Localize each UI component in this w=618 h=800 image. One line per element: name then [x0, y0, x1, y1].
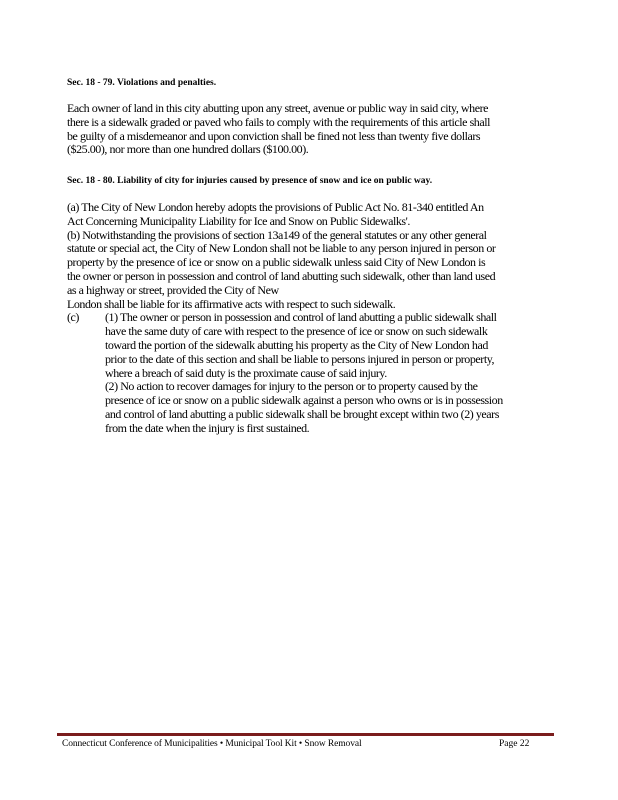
- section-body-violations: [67, 102, 567, 157]
- paragraph-b-line: the owner or person in possession and control of land abutting such sidewalk, other than land used: [67, 268, 496, 283]
- paragraph-a-line: Act Concerning Municipality Liability for Ice and Snow on Public Sidewalks'.: [67, 213, 410, 228]
- paragraph-c-first-line: [67, 311, 567, 325]
- paragraph-c-label: (c): [67, 310, 79, 325]
- footer-text: Connecticut Conference of Municipalities • Municipal Tool Kit • Snow Removal: [62, 739, 362, 749]
- paragraph-b-line: London shall be liable for its affirmative acts with respect to such sidewalk.: [67, 296, 396, 311]
- text-line: Each owner of land in this city abutting upon any street, avenue or public way in said city, where: [67, 101, 488, 115]
- page-number: Page 22: [499, 739, 530, 749]
- paragraph-c-line: (2) No action to recover damages for injury to the person or to property caused by the: [105, 379, 478, 394]
- section-heading-liability: Sec. 18 - 80. Liability of city for injuries caused by presence of snow and ice on public way.: [67, 176, 433, 186]
- text-line: there is a sidewalk graded or paved who fails to comply with the requirements of this article shall: [67, 114, 490, 129]
- paragraph-c-line: toward the portion of the sidewalk abutting his property as the City of New London had: [105, 337, 488, 352]
- paragraph-a-line: (a) The City of New London hereby adopts the provisions of Public Act No. 81-340 entitled An: [67, 200, 484, 214]
- paragraph-b-line: property by the presence of ice or snow on a public sidewalk unless said City of New London is: [67, 255, 486, 270]
- paragraph-c-line: prior to the date of this section and shall be liable to persons injured in person or property,: [105, 351, 495, 366]
- paragraph-c-line: where a breach of said duty is the proximate cause of said injury.: [105, 365, 387, 380]
- footer-divider: [57, 733, 554, 736]
- text-line: be guilty of a misdemeanor and upon conviction shall be fined not less than twenty five dollars: [67, 128, 481, 143]
- paragraph-c-line: presence of ice or snow on a public sidewalk against a person who owns or is in possession: [105, 393, 503, 408]
- text-line: ($25.00), nor more than one hundred dollars ($100.00).: [67, 142, 309, 157]
- section-body-liability: [67, 201, 567, 436]
- paragraph-c-line: have the same duty of care with respect to the presence of ice or snow on such sidewalk: [105, 324, 488, 339]
- section-heading-violations: Sec. 18 - 79. Violations and penalties.: [67, 78, 217, 88]
- paragraph-c-line: from the date when the injury is first sustained.: [105, 420, 310, 435]
- paragraph-c-line: (1) The owner or person in possession and control of land abutting a public sidewalk shall: [105, 310, 497, 325]
- paragraph-b-line: statute or special act, the City of New London shall not be liable to any person injured in person or: [67, 241, 496, 256]
- paragraph-c-line: and control of land abutting a public sidewalk shall be brought except within two (2) years: [105, 406, 499, 421]
- paragraph-b-line: as a highway or street, provided the City of New: [67, 282, 279, 297]
- paragraph-b-line: (b) Notwithstanding the provisions of section 13a149 of the general statutes or any other general: [67, 227, 487, 242]
